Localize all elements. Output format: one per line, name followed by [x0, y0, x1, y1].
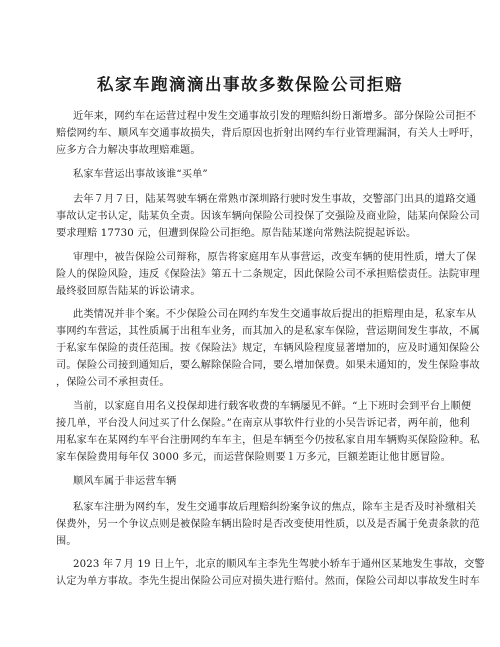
paragraph-line: 事故认定书认定，陆某负全责。因该车辆向保险公司投保了交强险及商业险，陆某向保险公司 — [56, 211, 480, 222]
article-title: 私家车跑滴滴出事故多数保险公司拒赔 — [97, 75, 403, 94]
paragraph-line: 司。保险公司接到通知后，要么解除保险合同，要么增加保费。如果未通知的，发生保险事故 — [56, 360, 480, 371]
paragraph-line: 审理中，被告保险公司辩称，原告将家庭用车从事营运，改变车辆的使用性质，增大了保 — [73, 252, 477, 263]
paragraph-line: 围。 — [56, 536, 77, 547]
paragraph-line: 用私家车在某网约车平台注册网约车车主，但是车辆至今仍按私家自用车辆购买保险险种。私 — [56, 435, 480, 446]
paragraph-line: 应多方合力解决事故理赔难题。 — [56, 145, 201, 156]
paragraph-line: 当前，以家庭自用名义投保却进行载客收费的车辆屡见不鲜。“上下班时会到平台上顺便 — [73, 401, 472, 412]
section-heading-text: 顺风车属于非运营车辆 — [73, 476, 177, 487]
paragraph-line: 保费外，另一个争议点则是被保险车辆出险时是否改变使用性质，以及是否属于免责条款的范 — [56, 519, 480, 530]
paragraph-line: 此类情况并非个案。不少保险公司在网约车发生交通事故后提出的拒赔理由是，私家车从 — [73, 309, 477, 320]
paragraph-line: 私家车注册为网约车，发生交通事故后理赔纠纷案争议的焦点，除车主是否及时补缴相关 — [73, 502, 477, 513]
paragraph-line: 险人的保险风险，违反《保险法》第五十二条规定，因此保险公司不承担赔偿责任。法院审理 — [56, 269, 480, 280]
section-heading-text: 私家车营运出事故该谁“买单” — [73, 169, 208, 180]
paragraph-line: 家车保险费用每年仅 3000 多元，而运营保险则要１万多元，巨额差距让他甘愿冒险。 — [56, 452, 452, 463]
paragraph-line: 事网约车营运，其性质属于出租车业务，而其加入的是私家车保险，营运期间发生事故，不属 — [56, 326, 480, 337]
paragraph-line: 近年来，网约车在运营过程中发生交通事故引发的理赔纠纷日渐增多。部分保险公司拒不 — [73, 111, 477, 122]
paragraph-line: 2023 年７月 19 日上午，北京的顺风车主李先生驾驶小轿车于通州区某地发生事故，交警 — [73, 559, 485, 570]
paragraph-line: 去年７月７日，陆某驾驶车辆在常熟市深圳路行驶时发生事故，交警部门出具的道路交通 — [73, 194, 477, 205]
paragraph-line: 于私家车保险的责任范围。按《保险法》规定，车辆风险程度显著增加的，应及时通知保险公 — [56, 343, 480, 354]
paragraph-line: 最终驳回原告陆某的诉讼请求。 — [56, 286, 201, 297]
paragraph-line: 要求理赔 17730 元，但遭到保险公司拒绝。原告陆某遂向常熟法院提起诉讼。 — [56, 228, 417, 239]
paragraph-line: 接几单，平台没人问过买了什么保险。”在南京从事软件行业的小吴告诉记者，两年前，他利 — [56, 418, 470, 429]
paragraph-line: 认定为单方事故。李先生提出保险公司应对损失进行赔付。然而，保险公司却以事故发生时车 — [56, 576, 480, 587]
paragraph-line: ，保险公司不承担责任。 — [56, 377, 170, 388]
paragraph-line: 赔偿网约车、顺风车交通事故损失，背后原因也折射出网约车行业管理漏洞，有关人士呼吁， — [56, 128, 480, 139]
